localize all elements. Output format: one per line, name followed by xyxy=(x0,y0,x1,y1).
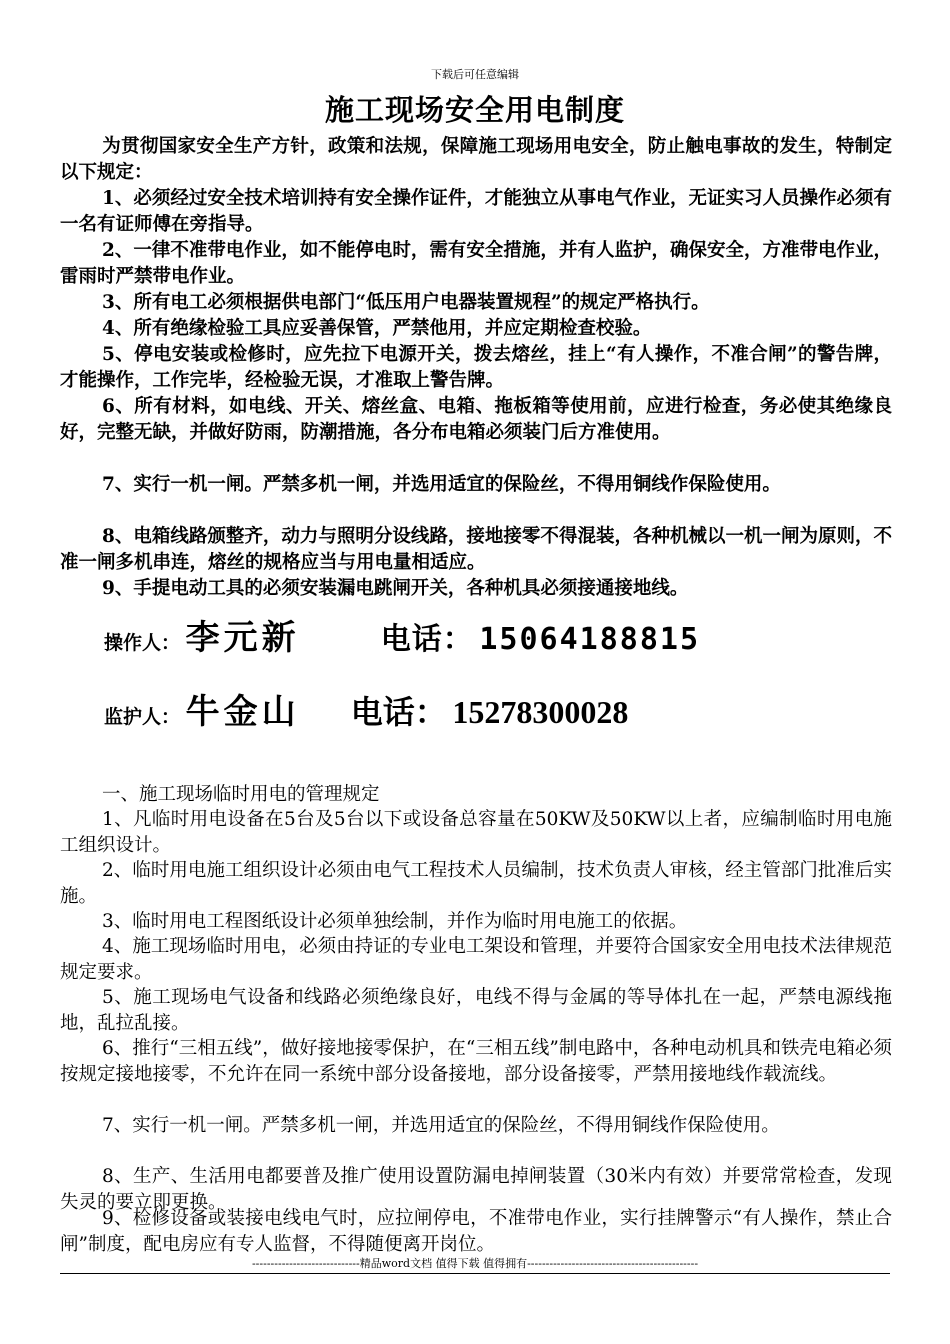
provision-9: 9、检修设备或装接电线电气时，应拉闸停电，不准带电作业，实行挂牌警示“有人操作，禁止合闸”制度，配电房应有专人监督，不得随便离开岗位。 xyxy=(60,1208,892,1255)
rule-4: 4、所有绝缘检验工具应妥善保管，严禁他用，并应定期检查校验。 xyxy=(102,318,652,339)
rule-2: 2、一律不准带电作业，如不能停电时，需有安全措施，并有人监护，确保安全，方准带电作业，雷雨时严禁带电作业。 xyxy=(60,240,892,287)
operator-name: 李元新 xyxy=(185,618,300,658)
rule-9: 9、手提电动工具的必须安装漏电跳闸开关，各种机具必须接通接地线。 xyxy=(102,578,689,599)
operator-phone-label: 电话： xyxy=(380,622,474,657)
rule-7: 7、实行一机一闸。严禁多机一闸，并选用适宜的保险丝，不得用铜线作保险使用。 xyxy=(102,474,781,495)
footer-rule xyxy=(60,1273,890,1274)
provision-7: 7、实行一机一闸。严禁多机一闸，并选用适宜的保险丝，不得用铜线作保险使用。 xyxy=(102,1115,780,1136)
rule-3: 3、所有电工必须根据供电部门“低压用户电器装置规程”的规定严格执行。 xyxy=(102,292,710,313)
supervisor-row xyxy=(104,684,628,733)
operator-row xyxy=(104,610,700,659)
supervisor-phone-label: 电话： xyxy=(350,693,447,731)
rule-1: 1、必须经过安全技术培训持有安全操作证件，才能独立从事电气作业，无证实习人员操作必须有一名有证师傅在旁指导。 xyxy=(60,188,892,235)
intro-paragraph: 为贯彻国家安全生产方针，政策和法规，保障施工现场用电安全，防止触电事故的发生，特制定以下规定： xyxy=(60,136,892,183)
provision-8: 8、生产、生活用电都要普及推广使用设置防漏电掉闸装置（30米内有效）并要常常检查，发现失灵的要立即更换。 xyxy=(60,1166,892,1213)
supervisor-name: 牛金山 xyxy=(185,692,300,732)
provision-3: 3、临时用电工程图纸设计必须单独绘制，并作为临时用电施工的依据。 xyxy=(102,911,688,932)
supervisor-label: 监护人： xyxy=(104,706,181,728)
footer-note: -----------------------------精品word文档 值得下载 值得拥有---------------------------------------------- xyxy=(251,1257,699,1270)
rule-8: 8、电箱线路颁整齐，动力与照明分设线路，接地接零不得混装，各种机械以一机一闸为原则，不准一闸多机串连，熔丝的规格应当与用电量相适应。 xyxy=(60,526,892,573)
rule-6: 6、所有材料，如电线、开关、熔丝盒、电箱、拖板箱等使用前，应进行检查，务必使其绝缘良好，完整无缺，并做好防雨，防潮措施，各分布电箱必须装门后方准使用。 xyxy=(60,396,892,443)
header-note: 下载后可任意编辑 xyxy=(431,68,519,81)
provision-4: 4、施工现场临时用电，必须由持证的专业电工架设和管理，并要符合国家安全用电技术法律规范规定要求。 xyxy=(60,936,892,983)
page-title: 施工现场安全用电制度 xyxy=(324,93,625,127)
provision-2: 2、临时用电施工组织设计必须由电气工程技术人员编制，技术负责人审核，经主管部门批准后实施。 xyxy=(60,860,892,907)
rule-5: 5、停电安装或检修时，应先拉下电源开关，拨去熔丝，挂上“有人操作，不准合闸”的警告牌，才能操作，工作完毕，经检验无误，才准取上警告牌。 xyxy=(60,344,892,391)
operator-label: 操作人： xyxy=(104,632,181,654)
operator-phone: 15064188815 xyxy=(479,622,701,657)
supervisor-phone: 15278300028 xyxy=(452,694,629,730)
provision-6: 6、推行“三相五线”，做好接地接零保护，在“三相五线”制电路中，各种电动机具和铁壳电箱必须按规定接地接零，不允许在同一系统中部分设备接地，部分设备接零，严禁用接地线作载流线。 xyxy=(60,1038,892,1085)
section-title: 一、施工现场临时用电的管理规定 xyxy=(102,784,380,805)
provision-5: 5、施工现场电气设备和线路必须绝缘良好，电线不得与金属的等导体扎在一起，严禁电源线拖地，乱拉乱接。 xyxy=(60,987,892,1034)
provision-1: 1、凡临时用电设备在5台及5台以下或设备总容量在50KW及50KW以上者，应编制临时用电施工组织设计。 xyxy=(60,809,892,856)
